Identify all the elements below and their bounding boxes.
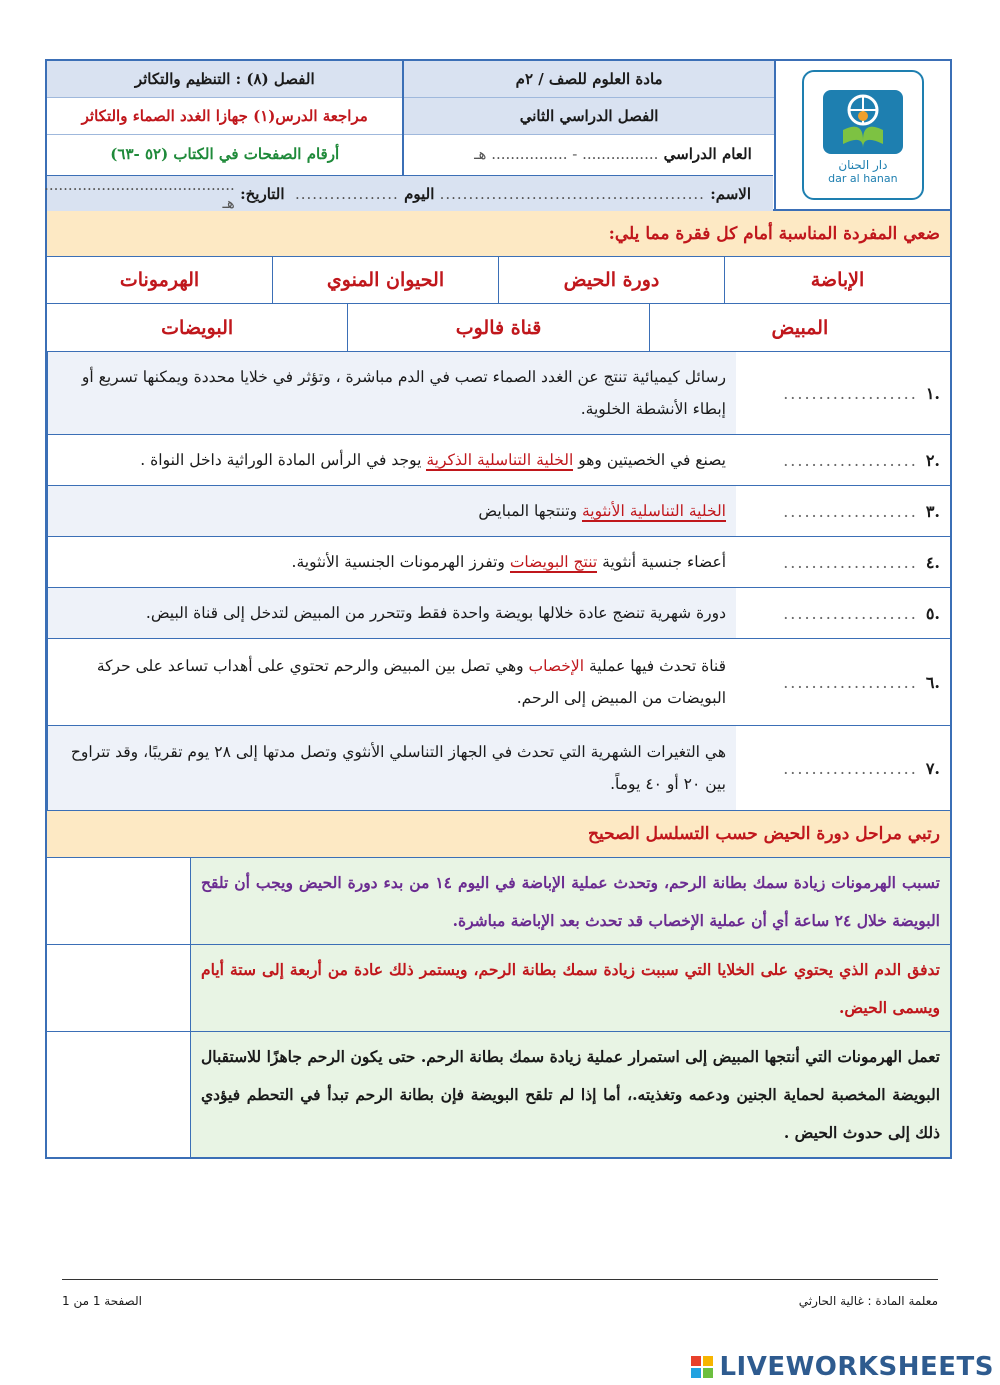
order-answer-box[interactable]	[47, 945, 190, 1031]
day-label: اليوم	[404, 184, 435, 203]
answer-slot[interactable]	[736, 588, 950, 638]
sort-row-1	[47, 858, 950, 945]
student-info-row	[44, 175, 773, 212]
question-text-part: وتنتجها المبايض	[478, 502, 582, 520]
subject-cell	[404, 61, 773, 98]
highlight-text: الإخصاب	[528, 657, 585, 675]
question-text	[47, 352, 736, 434]
question-number: .١	[925, 383, 940, 403]
lesson-title: مراجعة الدرس(١) جهازا الغدد الصماء والتكاثر	[81, 107, 368, 125]
sort-heading	[47, 811, 950, 858]
word-bank-item: قناة فالوب	[347, 304, 648, 351]
question-row-6	[47, 639, 950, 726]
answer-blank[interactable]: ...................	[783, 383, 918, 403]
question-text	[47, 486, 736, 536]
question-number: .٦	[925, 672, 940, 692]
word-bank-item: المبيض	[649, 304, 950, 351]
question-text	[47, 537, 736, 587]
question-number: .٤	[925, 552, 940, 572]
sort-item-text: تدفق الدم الذي يحتوي على الخلايا التي سببت زيادة سمك بطانة الرحم، ويستمر ذلك عادة من أربعة إلى ستة أيام ويسمى الحيض.	[190, 945, 950, 1031]
liveworksheets-brand	[691, 1352, 994, 1382]
subject-title: مادة العلوم للصف / ٢م	[515, 70, 663, 88]
word-bank-item: الإباضة	[724, 257, 950, 303]
question-row-5	[47, 588, 950, 639]
question-text-part: يوجد في الرأس المادة الوراثية داخل النواة .	[140, 451, 427, 469]
pages-cell	[47, 135, 402, 172]
highlight-text: الخلية التناسلية الأنثوية	[582, 502, 726, 520]
question-row-1	[47, 352, 950, 435]
word-bank-row-2	[47, 304, 950, 352]
answer-blank[interactable]: ...................	[783, 672, 918, 692]
question-row-3	[47, 486, 950, 537]
logo-cell	[774, 61, 950, 209]
word-bank-item: دورة الحيض	[498, 257, 724, 303]
word-bank-row-1	[47, 257, 950, 304]
answer-blank[interactable]: ...................	[783, 603, 918, 623]
question-row-7	[47, 726, 950, 811]
instruction-heading	[47, 211, 950, 257]
order-answer-box[interactable]	[47, 858, 190, 944]
question-text-part: وتفرز الهرمونات الجنسية الأنثوية.	[291, 553, 510, 571]
highlight-text: تنتج البويضات	[509, 553, 598, 571]
question-text-part: هي التغيرات الشهرية التي تحدث في الجهاز التناسلي الأنثوي وتصل مدتها إلى ٢٨ يوم تقريبًا، وقد تتراوح بين ٢٠ أو ٤٠ يوماً.	[70, 743, 726, 793]
highlight-text: الخلية التناسلية الذكرية	[426, 451, 574, 469]
lesson-cell	[47, 98, 402, 135]
question-text-part: يصنع في الخصيتين وهو	[573, 451, 726, 469]
sort-item-text: تعمل الهرمونات التي أنتجها المبيض إلى استمرار عملية زيادة سمك بطانة الرحم. حتى يكون الرحم جاهزًا للاستقبال البويضة المخصبة لحماية الجنين ودعمه وتغذيته.، أما إذا لم تلقح البويضة فإن بطانة الرحم تبدأ في التحطم فيؤدي ذلك إلى حدوث الحيض .	[190, 1032, 950, 1157]
answer-blank[interactable]: ...................	[783, 501, 918, 521]
answer-blank[interactable]: ...................	[783, 758, 918, 778]
question-number: .٥	[925, 603, 940, 623]
logo-arabic-text: دار الحنان	[838, 157, 888, 172]
question-text	[47, 435, 736, 485]
sort-row-2	[47, 945, 950, 1032]
question-text-content	[292, 546, 726, 578]
instruction-text: ضعي المفردة المناسبة أمام كل فقرة مما يلي:	[608, 223, 940, 244]
order-answer-box[interactable]	[47, 1032, 190, 1157]
year-cell	[404, 135, 773, 172]
sort-row-3	[47, 1032, 950, 1157]
question-row-2	[47, 435, 950, 486]
question-text-part: قناة تحدث فيها عملية	[584, 657, 726, 675]
worksheet	[45, 59, 952, 1159]
question-text	[47, 639, 736, 725]
footer-row	[62, 1294, 938, 1308]
main-table	[45, 211, 952, 1159]
question-text	[47, 726, 736, 810]
question-text-part: رسائل كيميائية تنتج عن الغدد الصماء تصب في الدم مباشرة ، وتؤثر في خلايا محددة ويمكنها تسريع أو إبطاء الأنشطة الخلوية.	[81, 368, 726, 418]
chapter-cell	[47, 61, 402, 98]
day-blank[interactable]: ..................	[295, 184, 399, 203]
question-text-part: دورة شهرية تنضج عادة خلالها بويضة واحدة فقط وتتحرر من المبيض لتدخل إلى قناة البيض.	[145, 604, 726, 622]
year-blank[interactable]: ................ - ................ هـ	[474, 144, 659, 163]
school-logo	[802, 70, 924, 200]
answer-slot[interactable]	[736, 639, 950, 725]
question-row-4	[47, 537, 950, 588]
term-cell	[404, 98, 773, 135]
logo-english-text: dar al hanan	[828, 171, 898, 185]
question-number: .٣	[925, 501, 940, 521]
term-title: الفصل الدراسي الثاني	[519, 107, 659, 125]
book-globe-icon	[819, 86, 907, 158]
question-text-content	[140, 444, 726, 476]
sort-item-text: تسبب الهرمونات زيادة سمك بطانة الرحم، وتحدث عملية الإباضة في اليوم ١٤ من بدء دورة الحيض ويجب أن تلقح البويضة خلال ٢٤ ساعة أي أن عملية الإخصاب قد تحدث بعد الإباضة مباشرة.	[190, 858, 950, 944]
year-label: العام الدراسي	[663, 144, 752, 163]
date-blank[interactable]: ........................................ هـ	[44, 175, 235, 212]
chapter-title: الفصل (٨) : التنظيم والتكاثر	[134, 70, 315, 88]
date-label: التاريخ:	[240, 184, 285, 203]
question-text-part: وهي تصل بين المبيض والرحم تحتوي على أهداب تساعد على حركة البويضات من المبيض إلى الرحم.	[96, 657, 726, 707]
answer-slot[interactable]	[736, 486, 950, 536]
question-text-content	[478, 495, 726, 527]
word-bank-item: الحيوان المنوي	[272, 257, 498, 303]
page-number: الصفحة 1 من 1	[62, 1294, 142, 1308]
answer-slot[interactable]	[736, 435, 950, 485]
answer-slot[interactable]	[736, 352, 950, 434]
answer-slot[interactable]	[736, 726, 950, 810]
word-bank-item: البويضات	[161, 316, 234, 339]
question-text-content	[58, 650, 726, 714]
word-bank-item: الهرمونات	[119, 269, 200, 291]
answer-slot[interactable]	[736, 537, 950, 587]
name-blank[interactable]: ..............................................	[439, 184, 705, 203]
header-table	[45, 59, 952, 211]
answer-blank[interactable]: ...................	[783, 552, 918, 572]
sort-title: رتبي مراحل دورة الحيض حسب التسلسل الصحيح	[587, 824, 940, 844]
question-text	[47, 588, 736, 638]
teacher-name: معلمة المادة : غالية الحارثي	[798, 1294, 938, 1308]
liveworksheets-logo-icon	[691, 1356, 713, 1378]
question-text-part: أعضاء جنسية أنثوية	[597, 553, 726, 571]
question-number: .٢	[925, 450, 940, 470]
page-footer	[62, 1279, 938, 1308]
brand-text: LIVEWORKSHEETS	[719, 1352, 994, 1382]
name-label: الاسم:	[710, 184, 751, 203]
question-number: .٧	[925, 758, 940, 778]
book-pages: أرقام الصفحات في الكتاب (٥٢ -٦٣)	[110, 144, 340, 163]
answer-blank[interactable]: ...................	[783, 450, 918, 470]
